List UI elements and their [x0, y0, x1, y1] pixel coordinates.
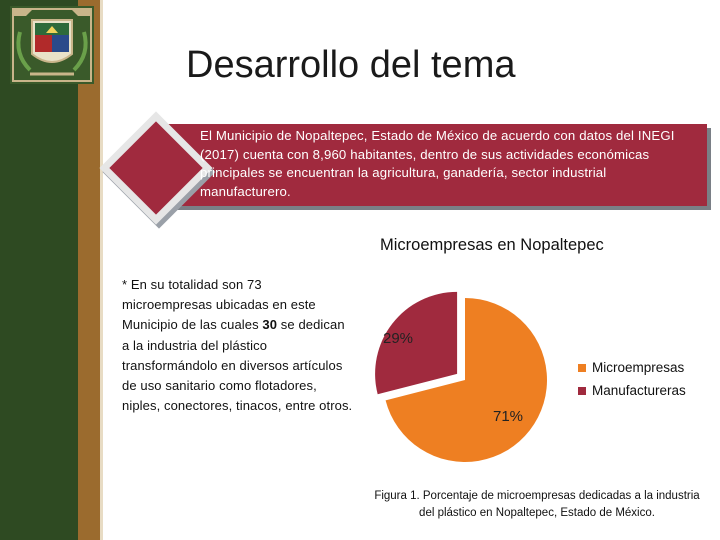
note-suffix: se dedican a la industria del plástico transformándolo en diversos artículos de uso sanitario como flotadores, niples, conectores, tinacos, entre otros. — [122, 317, 353, 414]
note-prefix: * En su totalidad son 73 microempresas ubicadas en este Municipio de las cuales — [122, 277, 316, 333]
university-seal-logo — [2, 2, 102, 88]
legend-item-microempresas — [578, 356, 686, 379]
microempresas-note — [122, 275, 354, 416]
pie-label-manufactureras: 29% — [383, 330, 414, 347]
chart-title: Microempresas en Nopaltepec — [380, 236, 604, 254]
legend-label-manufactureras: Manufactureras — [592, 383, 686, 398]
pie-label-microempresas: 71% — [493, 408, 524, 425]
chart-legend — [578, 356, 686, 402]
page-title: Desarrollo del tema — [186, 44, 516, 86]
legend-swatch-manufactureras — [578, 387, 586, 395]
pie-chart — [355, 285, 555, 465]
legend-item-manufactureras — [578, 379, 686, 402]
legend-swatch-microempresas — [578, 364, 586, 372]
note-bold-number: 30 — [262, 317, 278, 333]
legend-label-microempresas: Microempresas — [592, 360, 685, 375]
banner-text: El Municipio de Nopaltepec, Estado de México de acuerdo con datos del INEGI (2017) cuenta con 8,960 habitantes, dentro de sus actividades económicas principales se encuentran la agricultura, ganadería, sector industrial manufacturero. — [200, 128, 675, 199]
figure-caption: Figura 1. Porcentaje de microempresas dedicadas a la industria del plástico en Nopaltepec, Estado de México. — [374, 490, 700, 519]
